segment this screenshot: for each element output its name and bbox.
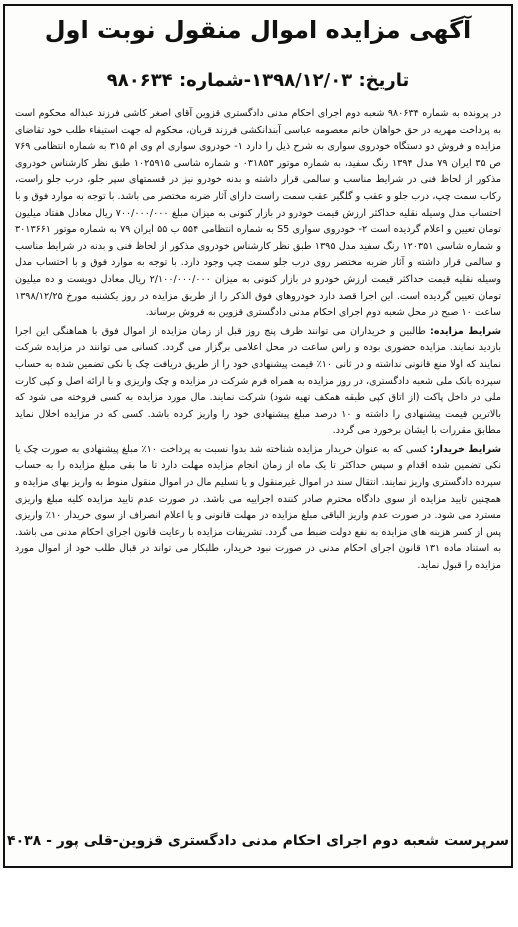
conditions-text: طالبین و خریداران می توانند ظرف پنج روز قبل از زمان مزایده از اموال فوق با هماهنگی این اجرا بازدید نمایند. مزایده حضوری بوده و راس ساعت در محل اعلامی برگزار می گردد. کسانی می توانند در مزایده شرکت نمایند که اولا منع قانونی نداشته و در ثانی ۱۰٪ قیمت پیشنهادی خود را از طریق دریافت چک یا نکی تضمین شده به حساب سپرده بانک ملی شعبه دادگستری، در روز مزایده به همراه فرم شرکت در مزایده و چک واریزی و با ارائه اصل و کپی کارت ملی در داخل پاکت (از اتاق کپی طبقه همکف تهیه شود) شرکت نمایند. مال مورد مزایده به کسی فروخته می شود که بالاترین قیمت پیشنهادی را داشته و ۱۰ درصد مبلغ پیشنهادی خود را واریز کرده باشد. کسی که در مزایده اخلال نماید مطابق مقررات با ایشان برخورد می گردد. [15,325,501,437]
notice-date-number: تاریخ: ۱۳۹۸/۱۲/۰۳-شماره: ۹۸۰۶۳۴ [106,70,410,91]
buyer-text: کسی که به عنوان خریدار مزایده شناخته شد بدوا نسبت به پرداخت ۱۰٪ مبلغ پیشنهادی به صورت چک یا نکی تضمین شده اقدام و سپس حداکثر تا یک ماه از زمان انجام مزایده مهلت دارد تا ما بقی مبلغ مزایده را به حساب سپرده دادگستری واریز نمایند. انتقال سند در اموال غیرمنقول و یا تسلیم مال در اموال منقول منوط به واریز بهای مزایده و همچنین تایید مزایده از سوی دادگاه محترم صادر کننده اجراییه می باشد. در صورت عدم تایید مزایده کلیه مبلغ واریزی مسترد می شود. در صورت عدم واریز الباقی مبلغ مزایده در مهلت قانونی و یا اعلام انصراف از سوی خریدار ۱۰٪ واریزی پس از کسر هزینه های مزایده به نفع دولت ضبط می گردد. تشریفات مزایده با رعایت قانون اجرای احکام مدنی می باشد. به استناد ماده ۱۳۱ قانون اجرای احکام مدنی در صورت نبود خریدار، طلبکار می تواند در قبال طلب خود از اموال مورد مزایده را قبول نماید. [15,443,501,572]
notice-body [15,106,501,577]
notice-frame [3,4,513,868]
conditions-paragraph [15,324,501,440]
buyer-paragraph [15,442,501,575]
case-paragraph: در پرونده به شماره ۹۸۰۶۳۴ شعبه دوم اجرای احکام مدنی دادگستری قزوین آقای اصغر کاشی فرزند عبداله محکوم است به پرداخت مهریه در حق خواهان خانم معصومه عباسی آبندانکشی فرزند قربان، محکوم له جهت استیفاء طلب خود تقاضای مزایده و فروش دو دستگاه خودروی سواری به شرح ذیل را دارد ۱- خودروی سواری ام وی ام ۳۱۵ به شماره انتظامی ۷۶۹ ص ۳۵ ایران ۷۹ مدل ۱۳۹۴ رنگ سفید، به شماره موتور ۰۳۱۸۵۳ و شماره شاسی ۱۰۲۵۹۱۵ طبق نظر کارشناس خودروی مذکور از لحاظ فنی در شرایط مناسب و سالمی قرار داشته و بدنه خودرو نیز در قسمتهای سپر جلو، درب جلو راست، رکاب سمت چپ، درب جلو و عقب و گلگیر عقب سمت راست دارای آثار ضربه مختصر می باشد. با توجه به موارد فوق و با احتساب مدل وسیله نقلیه حداکثر ارزش قیمت خودرو در بازار کنونی به میزان مبلغ ۷۰۰/۰۰۰/۰۰۰ ریال معادل هفتاد میلیون تومان تعیین و اعلام گردیده است ۲- خودروی سواری S5 به شماره انتظامی ۵۵۴ ب ۵۵ ایران ۷۹ به شماره موتور ۳۰۱۳۶۶۱ و شماره شاسی ۱۲۰۳۵۱ رنگ سفید مدل ۱۳۹۵ طبق نظر کارشناس خودروی مذکور از لحاظ فنی و بدنه در شرایط مناسب و سالمی قرار داشته و آثار ضربه مختصر روی درب جلو سمت چپ وجود دارد. با توجه به موارد فوق و با احتساب مدل وسیله نقلیه قیمت حداکثر قیمت ارزش خودرو در بازار کنونی به میزان ۲/۱۰۰/۰۰۰/۰۰۰ ریال معادل دویست و ده میلیون تومان تعیین گردیده است. این اجرا قصد دارد خودروهای فوق الذکر را از طریق مزایده در روز یکشنبه مورخ ۱۳۹۸/۱۲/۲۵ ساعت ۱۰ صبح در محل شعبه دوم اجرای احکام مدنی دادگستری قزوین به فروش برساند. [15,108,502,319]
blank-margin [0,868,518,927]
notice-title: آگهی مزایده اموال منقول نوبت اول [44,16,472,44]
buyer-heading: شرایط خریدار: [430,443,501,455]
signature-line: سرپرست شعبه دوم اجرای احکام مدنی دادگستری قزوین-قلی پور - ۴۰۳۸ [7,833,509,849]
conditions-heading: شرایط مزایده: [430,325,501,337]
